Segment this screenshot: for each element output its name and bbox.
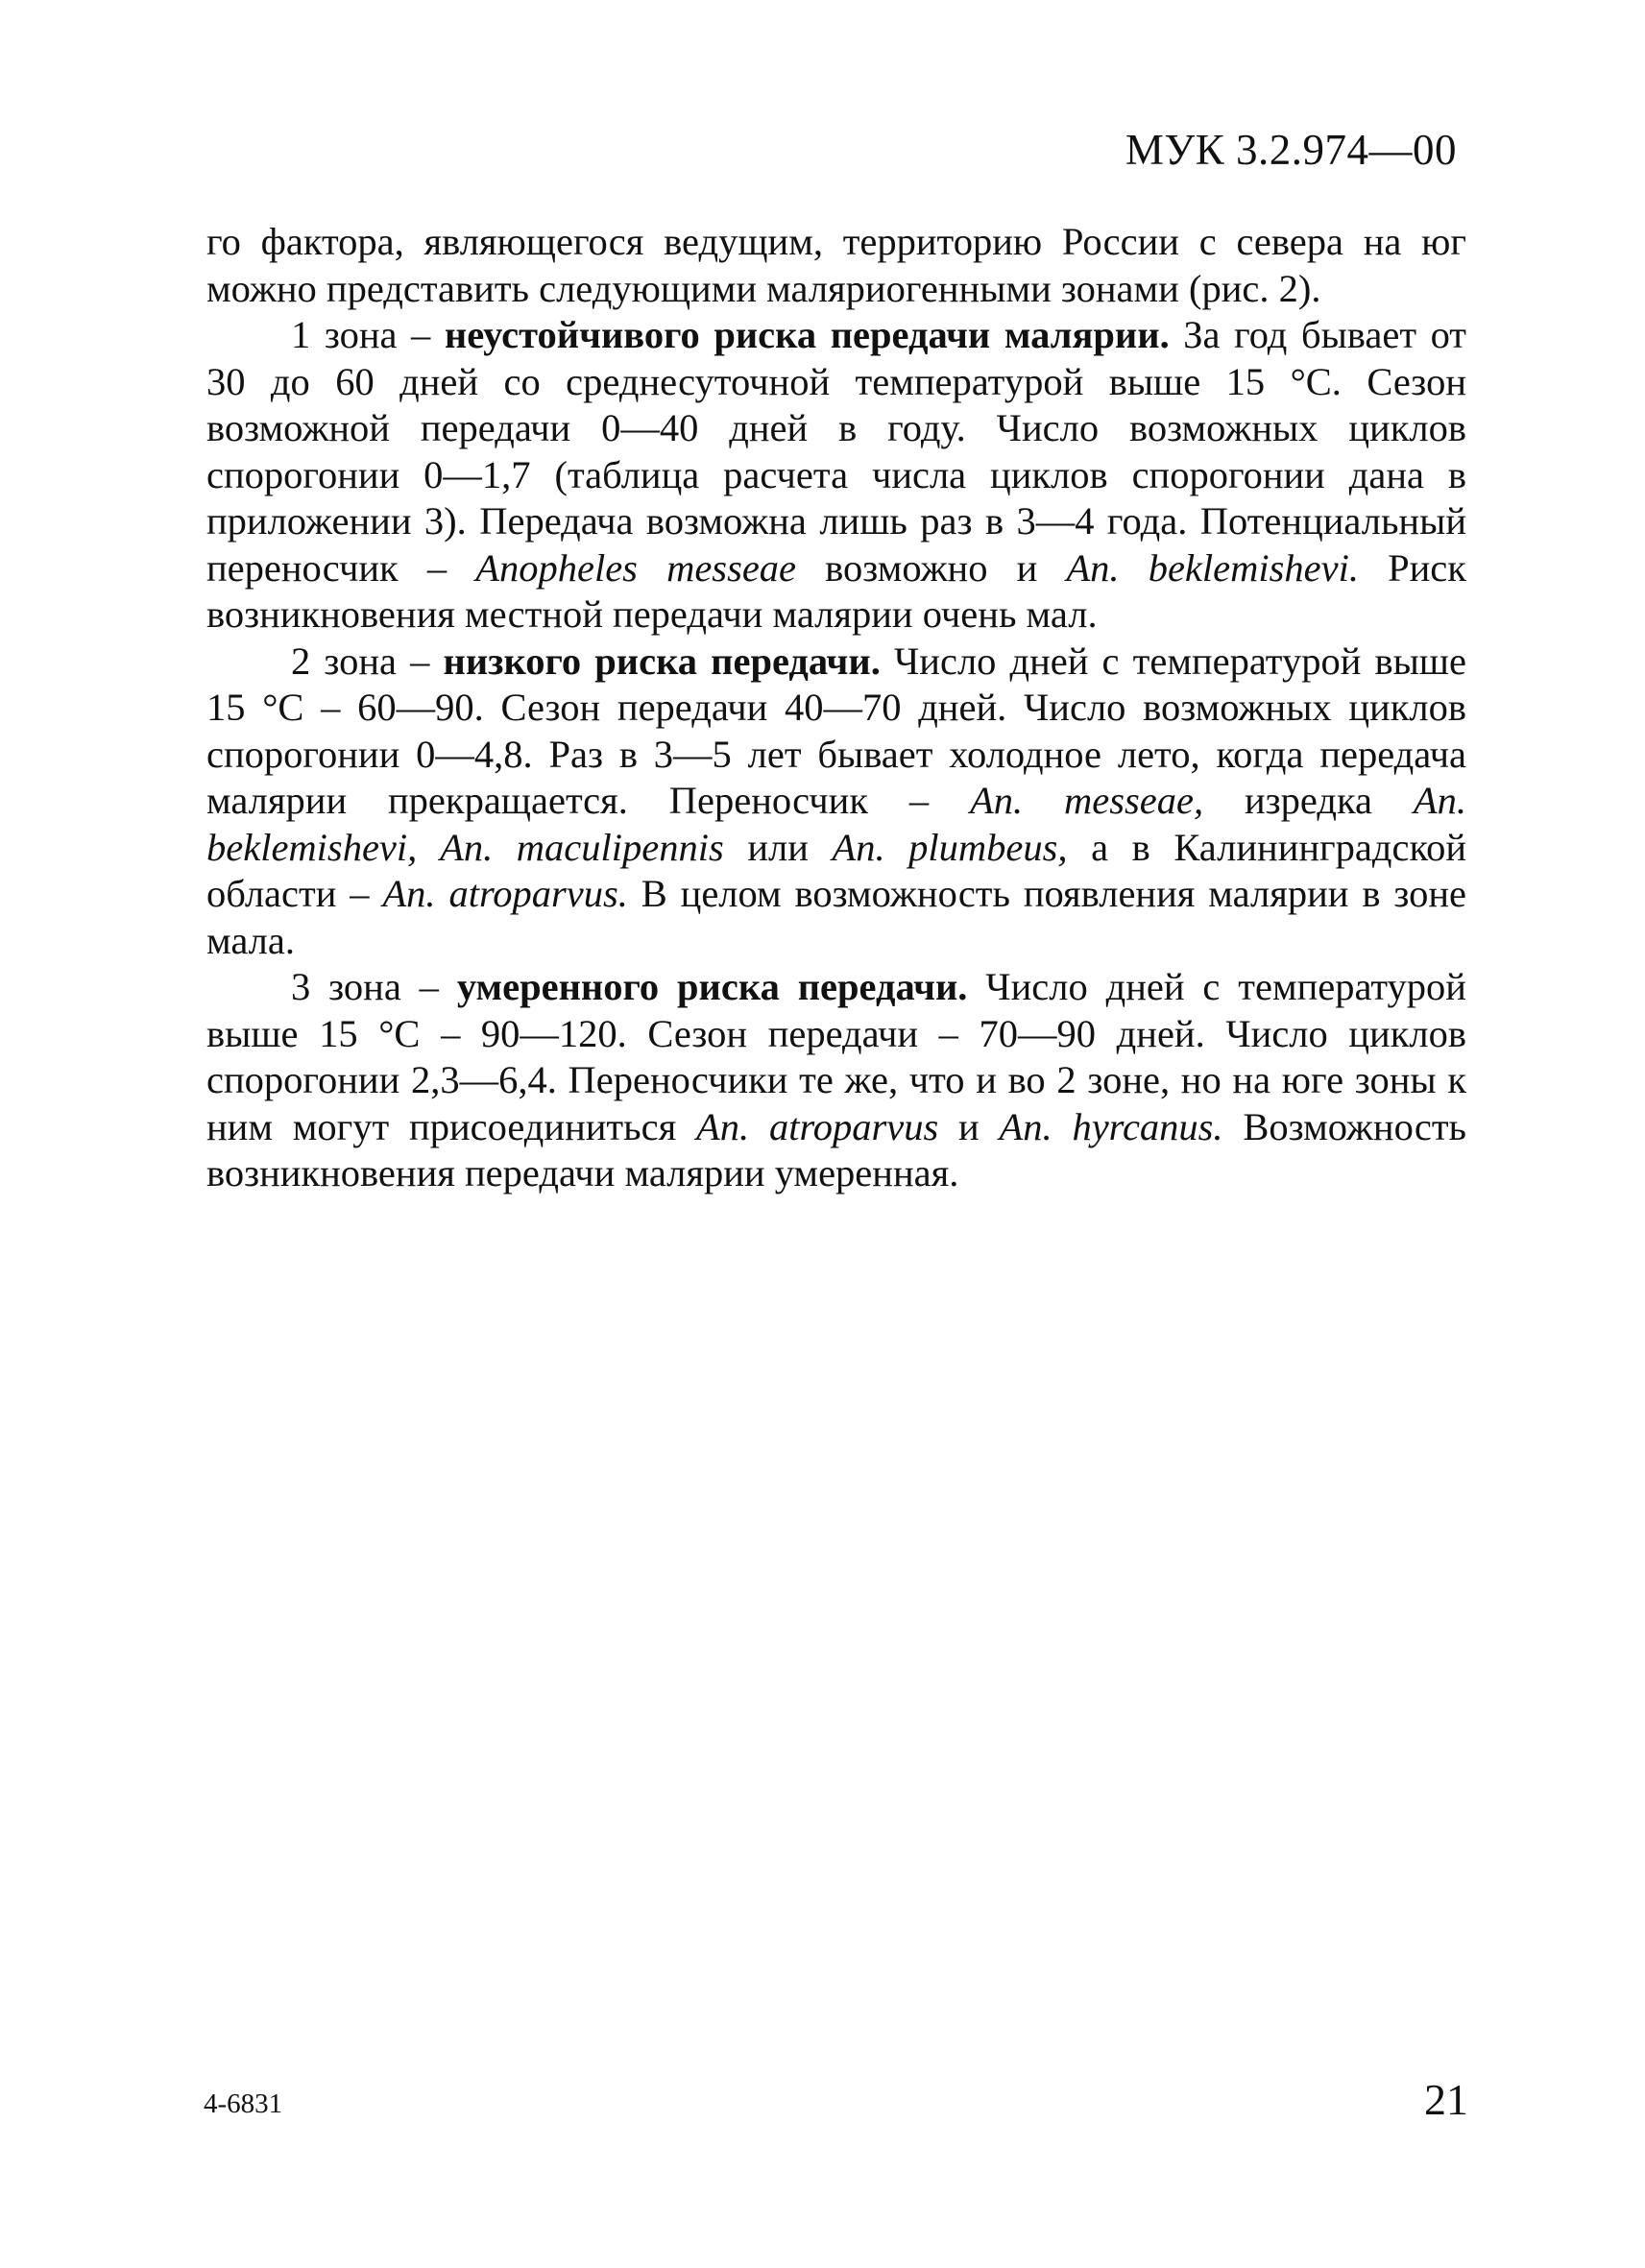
page-number: 21 — [1424, 2075, 1468, 2124]
text-run: Число дней с температурой выше 15 °С – 60—90. Сезон передачи 40—70 дней. Число возможных циклов спорогонии 0—4,8. Раз в 3—5 лет бывает холодное лето, когда передача малярии прекращается. Переносчик – — [206, 639, 1466, 822]
text-run: Число дней с температурой выше 15 °С – 90—120. Сезон передачи – 70—90 дней. Число циклов спорогонии 2,3—6,4. Переносчики те же, что и во 2 зоне, но на юге зоны к ним могут присоединиться — [206, 965, 1466, 1148]
italic-run: An. hyrcanus. — [999, 1104, 1223, 1148]
document-code: МУК 3.2.974—00 — [1125, 126, 1457, 174]
italic-run: An. beklemishevi, An. maculipennis — [206, 779, 1467, 869]
text-run: го фактора, являющегося ведущим, территорию России с севера на юг можно представить следующими маляриогенными зонами (рис. 2). — [206, 220, 1466, 310]
italic-run: Anopheles messeae — [475, 545, 797, 590]
text-run: Возможность возникновения передачи малярии умеренная. — [206, 1104, 1466, 1194]
bold-run: низкого риска передачи. — [443, 639, 881, 683]
body-text — [206, 219, 1466, 1197]
italic-run: An. atroparvus — [696, 1104, 939, 1148]
paragraph — [206, 964, 1466, 1197]
text-run: возможно и — [796, 545, 1067, 590]
italic-run: An. beklemishevi. — [1066, 545, 1359, 590]
text-run: В целом возможность появления малярии в зоне мала. — [206, 872, 1467, 962]
text-run: а в Калининградской области – — [206, 825, 1466, 915]
italic-run: An. atroparvus. — [382, 872, 628, 915]
bold-run: умеренного риска передачи. — [456, 965, 968, 1008]
bold-run: неустойчивого риска передачи малярии. — [444, 313, 1170, 356]
text-run: или — [723, 825, 833, 869]
text-run: 1 зона – — [291, 313, 445, 356]
paragraph — [206, 312, 1466, 639]
text-run: За год бывает от 30 до 60 дней со среднесуточной температурой выше 15 °С. Сезон возможной передачи 0—40 дней в году. Число возможных циклов спорогонии 0—1,7 (таблица расчета числа циклов спорогонии дана в приложении 3). Передача возможна лишь раз в 3—4 года. Потенциальный переносчик – — [206, 313, 1467, 590]
paragraph — [206, 639, 1466, 965]
text-run: 2 зона – — [291, 639, 444, 683]
paragraph — [206, 219, 1466, 312]
italic-run: An. plumbeus, — [832, 825, 1068, 869]
italic-run: An. messeae, — [970, 779, 1204, 822]
text-run: и — [938, 1104, 1000, 1148]
text-run: Риск возникновения местной передачи малярии очень мал. — [206, 545, 1466, 636]
print-code: 4-6831 — [204, 2088, 283, 2119]
text-run: изредка — [1203, 779, 1414, 822]
text-run: 3 зона – — [291, 965, 457, 1008]
